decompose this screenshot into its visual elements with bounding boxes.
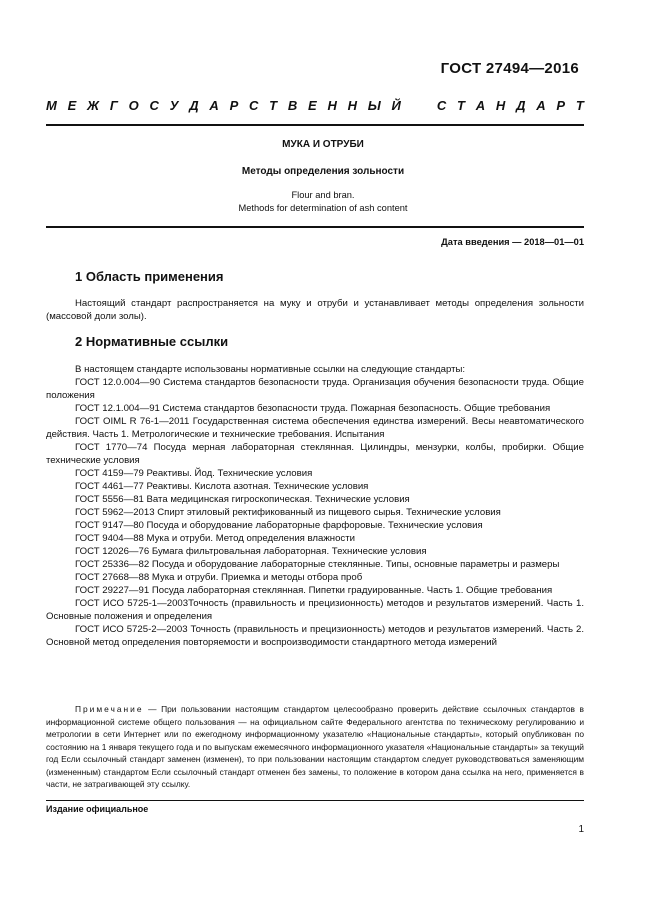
banner-letter: Ы <box>367 98 381 113</box>
reference-item: ГОСТ 1770—74 Посуда мерная лабораторная стеклянная. Цилиндры, мензурки, колбы, пробирки. Общие технические условия <box>46 442 584 466</box>
banner-gap <box>412 98 426 113</box>
banner-letter: Н <box>495 98 506 113</box>
section-2-heading: 2 Нормативные ссылки <box>75 334 229 349</box>
banner-letter: С <box>249 98 259 113</box>
reference-item: ГОСТ 29227—91 Посуда лабораторная стеклянная. Пипетки градуированные. Часть 1. Общие требования <box>75 585 553 596</box>
banner-letter: О <box>128 98 139 113</box>
reference-item: ГОСТ 5962—2013 Спирт этиловый ректификованный из пищевого сырья. Технические условия <box>75 507 501 518</box>
banner-letter: Г <box>109 98 118 113</box>
banner-letter: М <box>46 98 57 113</box>
divider-footer <box>46 800 584 801</box>
document-subtitle: Методы определения зольности <box>241 166 405 177</box>
banner-letter: Т <box>575 98 584 113</box>
note-block <box>46 703 584 791</box>
note-paragraph <box>46 703 584 791</box>
edition-label: Издание официальное <box>46 804 149 814</box>
reference-item: ГОСТ 5556—81 Вата медицинская гигроскопическая. Технические условия <box>75 494 410 505</box>
reference-item: ГОСТ 9404—88 Мука и отруби. Метод определения влажности <box>75 533 355 544</box>
banner-letter: Е <box>67 98 77 113</box>
banner-letter: Р <box>556 98 566 113</box>
reference-item: ГОСТ 12026—76 Бумага фильтровальная лабораторная. Технические условия <box>75 546 427 557</box>
banner-letter: Ж <box>87 98 100 113</box>
reference-item: ГОСТ 4159—79 Реактивы. Йод. Технические условия <box>75 468 313 479</box>
english-title-line-1: Flour and bran. <box>291 190 355 200</box>
banner-letter: Т <box>269 98 278 113</box>
banner-letter: С <box>149 98 159 113</box>
banner-letter: А <box>536 98 546 113</box>
banner-letter: У <box>169 98 179 113</box>
reference-item: В настоящем стандарте использованы нормативные ссылки на следующие стандарты: <box>75 364 466 375</box>
reference-item: ГОСТ ИСО 5725-1—2003Точность (правильность и прецизионность) методов и результатов измерений. Часть 1. Основные положения и определения <box>46 598 584 622</box>
reference-item: ГОСТ OIML R 76-1—2011 Государственная система обеспечения единства измерений. Весы неавтоматического действия. Часть 1. Метрологические и технические требования. Испытания <box>46 416 584 440</box>
banner-letter: Д <box>516 98 526 113</box>
section-1-body <box>46 297 584 323</box>
english-title <box>0 189 646 215</box>
section-1-heading: 1 Область применения <box>75 269 224 284</box>
reference-item: ГОСТ 25336—82 Посуда и оборудование лабораторные стеклянные. Типы, основные параметры и размеры <box>75 559 560 570</box>
banner-letter: А <box>475 98 486 113</box>
section-1-paragraph: Настоящий стандарт распространяется на муку и отруби и устанавливает методы определения зольности (массовой доли золы). <box>46 298 584 322</box>
note-text: — При пользовании настоящим стандартом целесообразно проверить действие ссылочных стандартов в информационной системе общего пользования — на официальном сайте Федерального агентства по техническому регулированию и метрологии в сети Интернет или по ежегодному информационному указателю «Национальные стандарты», который опубликован по состоянию на 1 января текущего года и по выпускам ежемесячного информационного указателя «Национальные стандарты» за текущий год Если ссылочный стандарт заменен (изменен), то при пользовании настоящим стандартом следует руководствоваться заменяющим (измененным) стандартом Если ссылочный стандарт отменен без замены, то положение в котором дана ссылка на него, применяется в части, не затрагивающей эту ссылку. <box>46 704 584 789</box>
banner-letter: Й <box>391 98 401 113</box>
banner-letter: А <box>209 98 219 113</box>
reference-item: ГОСТ ИСО 5725-2—2003 Точность (правильность и прецизионность) методов и результатов измерений. Часть 2. Основной метод определения повторяемости и воспроизводимости стандартного метода измерений <box>46 624 584 648</box>
section-2-reference-list <box>46 363 584 649</box>
document-title: МУКА И ОТРУБИ <box>282 139 364 150</box>
banner-letter: Н <box>327 98 337 113</box>
banner-letter: С <box>436 98 447 113</box>
banner-letter: В <box>287 98 298 113</box>
divider-title <box>46 226 584 228</box>
english-title-line-2: Methods for determination of ash content <box>238 203 408 213</box>
banner-letter: Е <box>308 98 317 113</box>
note-label: Примечание <box>75 704 144 714</box>
reference-item: ГОСТ 12.0.004—90 Система стандартов безопасности труда. Организация обучения безопасности труда. Общие положения <box>46 377 584 401</box>
effective-date: Дата введения — 2018—01—01 <box>441 237 584 247</box>
page-number: 1 <box>578 824 584 835</box>
reference-item: ГОСТ 4461—77 Реактивы. Кислота азотная. Технические условия <box>75 481 369 492</box>
document-code: ГОСТ 27494—2016 <box>440 60 579 77</box>
reference-item: ГОСТ 9147—80 Посуда и оборудование лабораторные фарфоровые. Технические условия <box>75 520 483 531</box>
banner-letter: Р <box>229 98 239 113</box>
standard-type-banner <box>46 98 584 113</box>
reference-item: ГОСТ 12.1.004—91 Система стандартов безопасности труда. Пожарная безопасность. Общие требования <box>75 403 551 414</box>
banner-letter: Д <box>189 98 199 113</box>
banner-letter: Т <box>457 98 465 113</box>
banner-letter: Н <box>347 98 358 113</box>
divider-top <box>46 124 584 126</box>
reference-item: ГОСТ 27668—88 Мука и отруби. Приемка и методы отбора проб <box>75 572 363 583</box>
